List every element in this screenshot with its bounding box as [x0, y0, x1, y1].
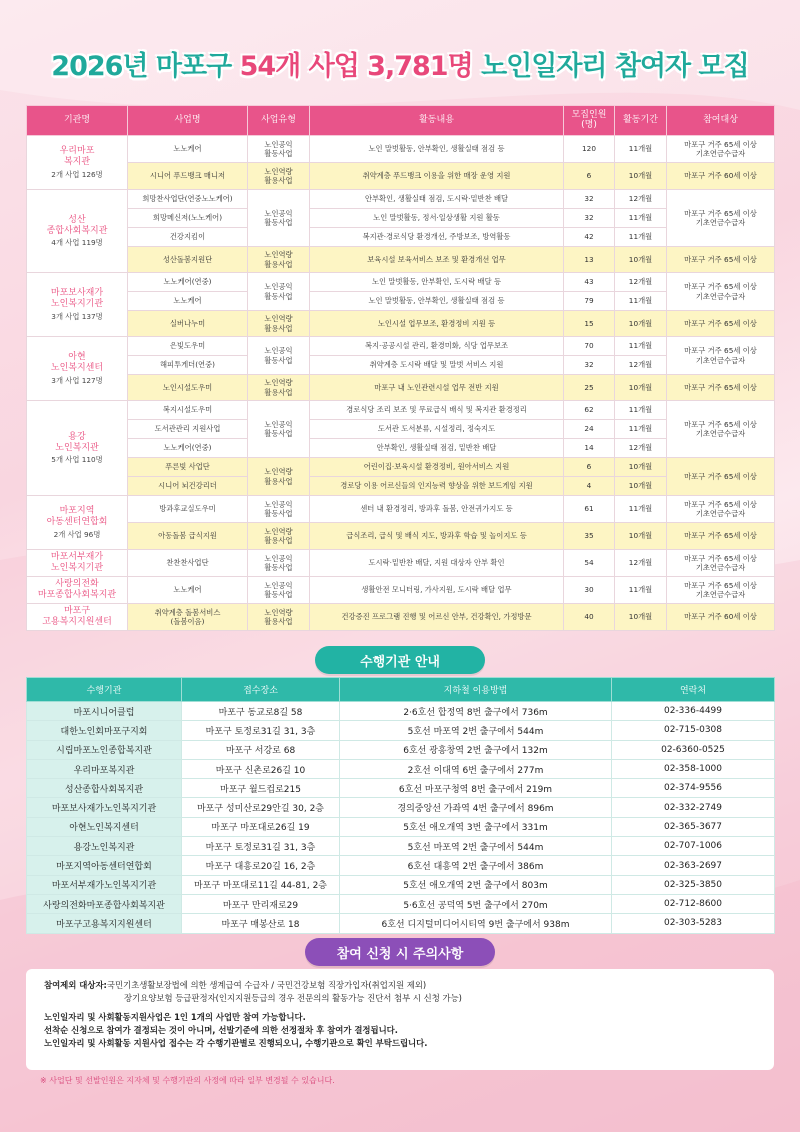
program-count: 79	[564, 292, 615, 311]
program-activity: 복지·공공시설 관리, 환경미화, 식당 업무보조	[310, 337, 564, 356]
table-row	[27, 311, 775, 337]
agency-place: 마포구 대흥로20길 16, 2층	[182, 856, 340, 875]
program-name: 노노케어(연중)	[128, 439, 248, 458]
program-name: 푸른빛 사업단	[128, 458, 248, 477]
program-count: 120	[564, 136, 615, 163]
agency-tel: 02-325-3850	[612, 875, 775, 894]
program-type: 노인역량 활용사업	[248, 458, 310, 496]
agency-place: 마포구 월드컵로215	[182, 779, 340, 798]
program-activity: 경로식당 조리 보조 및 무료급식 배식 및 복지관 환경정리	[310, 401, 564, 420]
program-name: 복지시설도우미	[128, 401, 248, 420]
table-row	[27, 496, 775, 523]
agency-tel: 02-332-2749	[612, 798, 775, 817]
program-activity: 노인 말벗활동, 정서·일상생활 지원 활동	[310, 209, 564, 228]
program-count: 4	[564, 477, 615, 496]
footnote: ※ 사업단 및 선발인원은 지자체 및 수행기관의 사정에 따라 일부 변경될 수 있습니다.	[40, 1076, 335, 1085]
program-activity: 노인시설 업무보조, 환경정비 지원 등	[310, 311, 564, 337]
program-period: 10개월	[615, 477, 667, 496]
program-target: 마포구 거주 60세 이상	[667, 604, 775, 631]
agency-row	[27, 875, 775, 894]
table-row	[27, 577, 775, 604]
program-type: 노인공익 활동사업	[248, 337, 310, 375]
agency-tel: 02-712-8600	[612, 894, 775, 913]
program-period: 11개월	[615, 337, 667, 356]
program-name: 찬찬찬사업단	[128, 550, 248, 577]
agency-place: 마포구 토정로31길 31, 3층	[182, 837, 340, 856]
program-type: 노인공익 활동사업	[248, 136, 310, 163]
program-period: 10개월	[615, 523, 667, 550]
program-activity: 어린이집·보육시설 환경정비, 원아서비스 지원	[310, 458, 564, 477]
program-activity: 취약계층 도시락 배달 및 말벗 서비스 지원	[310, 356, 564, 375]
program-name: 취약계층 돌봄서비스 (돌봄이음)	[128, 604, 248, 631]
program-name: 시니어 뇌건강리더	[128, 477, 248, 496]
program-type: 노인공익 활동사업	[248, 273, 310, 311]
program-activity: 센터 내 환경정리, 방과후 돌봄, 안전귀가지도 등	[310, 496, 564, 523]
agency-tel: 02-707-1006	[612, 837, 775, 856]
program-period: 11개월	[615, 420, 667, 439]
table-row	[27, 228, 775, 247]
agency-subway: 2·6호선 합정역 8번 출구에서 736m	[340, 702, 612, 721]
program-period: 10개월	[615, 375, 667, 401]
program-activity: 안부확인, 생활실태 점검, 밑반찬 배달	[310, 439, 564, 458]
agency-subway: 5·6호선 공덕역 5번 출구에서 270m	[340, 894, 612, 913]
program-count: 70	[564, 337, 615, 356]
table-row	[27, 273, 775, 292]
page-title: 2026년 마포구 54개 사업 3,781명 노인일자리 참여자 모집	[51, 51, 749, 82]
exclusion-text: 국민기초생활보장법에 의한 생계급여 수급자 / 국민건강보험 직장가입자(취업지원 제외)	[106, 980, 427, 990]
agency-tel: 02-6360-0525	[612, 740, 775, 759]
program-period: 11개월	[615, 496, 667, 523]
program-count: 32	[564, 190, 615, 209]
table-row	[27, 337, 775, 356]
table-row	[27, 356, 775, 375]
col-tel: 연락처	[612, 678, 775, 702]
table-header-row	[27, 106, 775, 136]
program-period: 10개월	[615, 247, 667, 273]
col-type: 사업유형	[248, 106, 310, 136]
agency-name: 시립마포노인종합복지관	[27, 740, 182, 759]
program-activity: 노인 말벗활동, 안부확인, 생활실태 점검 등	[310, 136, 564, 163]
org-cell: 마포지역 아동센터연합회 2개 사업 96명	[27, 496, 128, 550]
program-target: 마포구 거주 65세 이상 기초연금수급자	[667, 550, 775, 577]
agency-subway: 경의중앙선 가좌역 4번 출구에서 896m	[340, 798, 612, 817]
program-count: 40	[564, 604, 615, 631]
table-row	[27, 439, 775, 458]
agency-tel: 02-358-1000	[612, 759, 775, 778]
program-period: 11개월	[615, 292, 667, 311]
org-cell: 마포서부재가 노인복지기관	[27, 550, 128, 577]
program-count: 42	[564, 228, 615, 247]
table-row	[27, 458, 775, 477]
program-target: 마포구 거주 65세 이상 기초연금수급자	[667, 401, 775, 458]
agency-subway: 6호선 대흥역 2번 출구에서 386m	[340, 856, 612, 875]
program-count: 43	[564, 273, 615, 292]
agency-row	[27, 721, 775, 740]
program-activity: 건강증진 프로그램 진행 및 어르신 안부, 건강확인, 가정방문	[310, 604, 564, 631]
program-period: 12개월	[615, 439, 667, 458]
program-name: 희망메신저(노노케어)	[128, 209, 248, 228]
program-name: 은빛도우미	[128, 337, 248, 356]
org-cell: 사랑의전화 마포종합사회복지관	[27, 577, 128, 604]
org-cell: 마포보사재가 노인복지기관 3개 사업 137명	[27, 273, 128, 337]
agency-tel: 02-715-0308	[612, 721, 775, 740]
program-count: 32	[564, 209, 615, 228]
notice-line: 노인일자리 및 사회활동 지원사업 접수는 각 수행기관별로 진행되오니, 수행기관으로 확인 부탁드립니다.	[44, 1038, 428, 1049]
program-count: 6	[564, 163, 615, 190]
program-type: 노인역량 활용사업	[248, 375, 310, 401]
program-activity: 노인 말벗활동, 안부확인, 생활실태 점검 등	[310, 292, 564, 311]
program-target: 마포구 거주 65세 이상	[667, 523, 775, 550]
agency-subway: 6호선 마포구청역 8번 출구에서 219m	[340, 779, 612, 798]
col-agency: 수행기관	[27, 678, 182, 702]
program-count: 61	[564, 496, 615, 523]
agency-place: 마포구 성미산로29안길 30, 2층	[182, 798, 340, 817]
agency-row	[27, 702, 775, 721]
agency-tel: 02-374-9556	[612, 779, 775, 798]
program-period: 10개월	[615, 604, 667, 631]
agency-row	[27, 837, 775, 856]
program-target: 마포구 거주 65세 이상	[667, 311, 775, 337]
program-type: 노인공익 활동사업	[248, 496, 310, 523]
agency-name: 사랑의전화마포종합사회복지관	[27, 894, 182, 913]
agency-place: 마포구 서강로 68	[182, 740, 340, 759]
table-row	[27, 401, 775, 420]
program-target: 마포구 거주 65세 이상 기초연금수급자	[667, 136, 775, 163]
program-target: 마포구 거주 65세 이상 기초연금수급자	[667, 273, 775, 311]
program-count: 15	[564, 311, 615, 337]
agency-name: 마포지역아동센터연합회	[27, 856, 182, 875]
table-row	[27, 247, 775, 273]
agency-place: 마포구 토정로31길 31, 3층	[182, 721, 340, 740]
program-name: 노노케어	[128, 577, 248, 604]
program-type: 노인공익 활동사업	[248, 550, 310, 577]
col-target: 참여대상	[667, 106, 775, 136]
program-activity: 급식조리, 급식 및 배식 지도, 방과후 학습 및 놀이지도 등	[310, 523, 564, 550]
program-activity: 도서관 도서분류, 시설정리, 정숙지도	[310, 420, 564, 439]
table-row	[27, 292, 775, 311]
agency-name: 우리마포복지관	[27, 759, 182, 778]
agency-tel: 02-303-5283	[612, 914, 775, 933]
agency-name: 마포서부재가노인복지기관	[27, 875, 182, 894]
agency-name: 용강노인복지관	[27, 837, 182, 856]
program-name: 노노케어	[128, 292, 248, 311]
table-row	[27, 550, 775, 577]
agency-subway: 5호선 애오개역 3번 출구에서 331m	[340, 817, 612, 836]
program-period: 10개월	[615, 311, 667, 337]
table-row	[27, 477, 775, 496]
program-activity: 보육시설 보육서비스 보조 및 환경개선 업무	[310, 247, 564, 273]
program-activity: 마포구 내 노인관련시설 업무 전반 지원	[310, 375, 564, 401]
agency-row	[27, 894, 775, 913]
program-period: 12개월	[615, 550, 667, 577]
program-type: 노인역량 활용사업	[248, 163, 310, 190]
program-name: 방과후교실도우미	[128, 496, 248, 523]
program-activity: 복지관·경로식당 환경개선, 주방보조, 방역활동	[310, 228, 564, 247]
program-activity: 도시락·밑반찬 배달, 지원 대상자 안부 확인	[310, 550, 564, 577]
program-type: 노인공익 활동사업	[248, 577, 310, 604]
agency-subway: 6호선 디지털미디어시티역 9번 출구에서 938m	[340, 914, 612, 933]
program-period: 11개월	[615, 209, 667, 228]
col-subway: 지하철 이용방법	[340, 678, 612, 702]
program-period: 11개월	[615, 577, 667, 604]
table-row	[27, 375, 775, 401]
col-place: 접수장소	[182, 678, 340, 702]
agency-name: 아현노인복지센터	[27, 817, 182, 836]
program-name: 실버나누미	[128, 311, 248, 337]
notice-section-title: 참여 신청 시 주의사항	[305, 938, 495, 966]
program-period: 10개월	[615, 163, 667, 190]
agency-subway: 6호선 광흥창역 2번 출구에서 132m	[340, 740, 612, 759]
agency-tel: 02-336-4499	[612, 702, 775, 721]
program-period: 12개월	[615, 356, 667, 375]
agency-row	[27, 856, 775, 875]
agency-row	[27, 779, 775, 798]
program-activity: 취약계층 푸드뱅크 이용을 위한 매장 운영 지원	[310, 163, 564, 190]
program-count: 14	[564, 439, 615, 458]
program-count: 13	[564, 247, 615, 273]
col-period: 활동기간	[615, 106, 667, 136]
program-count: 25	[564, 375, 615, 401]
program-type: 노인공익 활동사업	[248, 401, 310, 458]
agency-name: 마포시니어클럽	[27, 702, 182, 721]
program-count: 62	[564, 401, 615, 420]
program-name: 노노케어	[128, 136, 248, 163]
program-period: 12개월	[615, 190, 667, 209]
program-target: 마포구 거주 60세 이상	[667, 163, 775, 190]
program-name: 건강지킴이	[128, 228, 248, 247]
agency-name: 마포보사재가노인복지기관	[27, 798, 182, 817]
agency-name: 성산종합사회복지관	[27, 779, 182, 798]
agency-subway: 5호선 마포역 2번 출구에서 544m	[340, 837, 612, 856]
program-activity: 노인 말벗활동, 안부확인, 도시락 배달 등	[310, 273, 564, 292]
agency-row	[27, 817, 775, 836]
program-name: 해피투게더(연중)	[128, 356, 248, 375]
program-target: 마포구 거주 65세 이상 기초연금수급자	[667, 577, 775, 604]
agency-place: 마포구 동교로8길 58	[182, 702, 340, 721]
col-program: 사업명	[128, 106, 248, 136]
program-period: 10개월	[615, 458, 667, 477]
exclusion-label: 참여제외 대상자:	[44, 980, 107, 990]
program-name: 도서관관리 지원사업	[128, 420, 248, 439]
notice-line: 노인일자리 및 사회활동지원사업은 1인 1개의 사업만 참여 가능합니다.	[44, 1012, 306, 1023]
agency-name: 마포구고용복지지원센터	[27, 914, 182, 933]
table-row	[27, 209, 775, 228]
program-activity: 경로당 이용 어르신들의 인지능력 향상을 위한 보드게임 지원	[310, 477, 564, 496]
program-period: 12개월	[615, 273, 667, 292]
exclusion-text-2: 장기요양보험 등급판정자(인지지원등급의 경우 전문의의 활동가능 진단서 첨부 시 신청 가능)	[124, 993, 462, 1004]
program-type: 노인역량 활용사업	[248, 247, 310, 273]
program-count: 6	[564, 458, 615, 477]
col-org: 기관명	[27, 106, 128, 136]
agency-table	[26, 677, 774, 934]
agency-place: 마포구 매봉산로 18	[182, 914, 340, 933]
program-target: 마포구 거주 65세 이상	[667, 375, 775, 401]
program-count: 30	[564, 577, 615, 604]
program-name: 아동돌봄 급식지원	[128, 523, 248, 550]
agency-row	[27, 740, 775, 759]
org-cell: 마포구 고용복지지원센터	[27, 604, 128, 631]
agency-subway: 5호선 애오개역 2번 출구에서 803m	[340, 875, 612, 894]
program-name: 희망찬사업단(연중노노케어)	[128, 190, 248, 209]
agency-row	[27, 759, 775, 778]
org-cell: 우리마포 복지관 2개 사업 126명	[27, 136, 128, 190]
program-name: 성산돌봄지원단	[128, 247, 248, 273]
table-row	[27, 163, 775, 190]
notice-box	[26, 969, 774, 1070]
table-row	[27, 523, 775, 550]
exclusion-line	[44, 979, 756, 992]
agency-place: 마포구 마포대로26길 19	[182, 817, 340, 836]
table-row	[27, 420, 775, 439]
col-activity: 활동내용	[310, 106, 564, 136]
agency-header-row	[27, 678, 775, 702]
program-target: 마포구 거주 65세 이상 기초연금수급자	[667, 190, 775, 247]
agency-tel: 02-363-2697	[612, 856, 775, 875]
program-period: 11개월	[615, 401, 667, 420]
program-type: 노인역량 활용사업	[248, 523, 310, 550]
program-activity: 안부확인, 생활실태 점검, 도시락·밑반찬 배달	[310, 190, 564, 209]
program-target: 마포구 거주 65세 이상	[667, 247, 775, 273]
program-name: 시니어 푸드뱅크 매니저	[128, 163, 248, 190]
program-count: 24	[564, 420, 615, 439]
agency-subway: 5호선 마포역 2번 출구에서 544m	[340, 721, 612, 740]
agency-place: 마포구 마포대로11길 44-81, 2층	[182, 875, 340, 894]
program-type: 노인역량 활용사업	[248, 311, 310, 337]
program-count: 32	[564, 356, 615, 375]
org-cell: 아현 노인복지센터 3개 사업 127명	[27, 337, 128, 401]
program-target: 마포구 거주 65세 이상 기초연금수급자	[667, 496, 775, 523]
agency-section-title: 수행기관 안내	[315, 646, 485, 674]
program-activity: 생활안전 모니터링, 가사지원, 도시락 배달 업무	[310, 577, 564, 604]
agency-subway: 2호선 이대역 6번 출구에서 277m	[340, 759, 612, 778]
program-count: 54	[564, 550, 615, 577]
program-table	[26, 105, 774, 631]
program-name: 노인시설도우미	[128, 375, 248, 401]
agency-row	[27, 798, 775, 817]
agency-place: 마포구 만리재로29	[182, 894, 340, 913]
table-row	[27, 190, 775, 209]
agency-place: 마포구 신촌로26길 10	[182, 759, 340, 778]
org-cell: 용강 노인복지관 5개 사업 110명	[27, 401, 128, 496]
program-period: 11개월	[615, 228, 667, 247]
program-count: 35	[564, 523, 615, 550]
program-name: 노노케어(연중)	[128, 273, 248, 292]
agency-name: 대한노인회마포구지회	[27, 721, 182, 740]
program-type: 노인역량 활용사업	[248, 604, 310, 631]
agency-tel: 02-365-3677	[612, 817, 775, 836]
table-row	[27, 604, 775, 631]
table-row	[27, 136, 775, 163]
program-target: 마포구 거주 65세 이상	[667, 458, 775, 496]
program-target: 마포구 거주 65세 이상 기초연금수급자	[667, 337, 775, 375]
org-cell: 성산 종합사회복지관 4개 사업 119명	[27, 190, 128, 273]
program-period: 11개월	[615, 136, 667, 163]
col-count: 모집인원 (명)	[564, 106, 615, 136]
agency-row	[27, 914, 775, 933]
notice-line: 선착순 신청으로 참여가 결정되는 것이 아니며, 선발기준에 의한 선정절차 후 참여가 결정됩니다.	[44, 1025, 398, 1036]
program-type: 노인공익 활동사업	[248, 190, 310, 247]
